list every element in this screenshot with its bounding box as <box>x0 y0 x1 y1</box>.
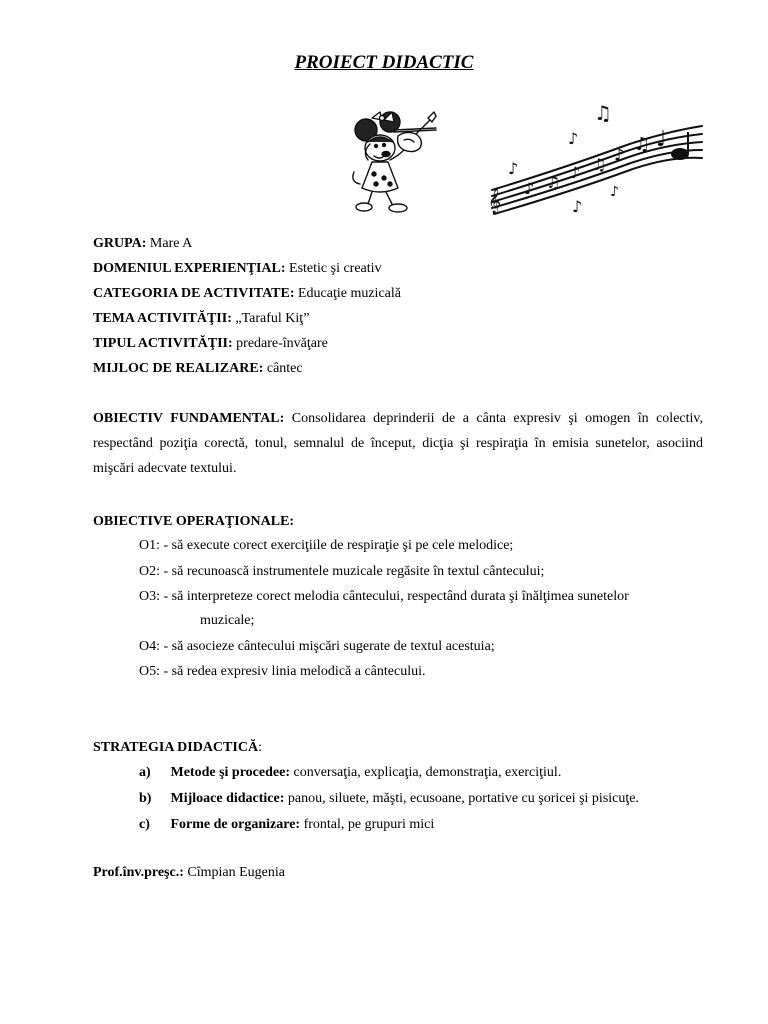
svg-text:♩: ♩ <box>656 127 667 152</box>
strategy-item-letter: c) <box>139 817 150 832</box>
objective-item: O1: - să execute corect exerciţiile de respiraţie şi pe cele melodice; <box>139 538 514 553</box>
svg-text:♪: ♪ <box>572 197 583 216</box>
field-tipul <box>93 336 328 352</box>
field-tema <box>93 311 309 327</box>
field-label: TEMA ACTIVITĂŢII: <box>93 311 232 326</box>
svg-text:♪: ♪ <box>524 179 535 198</box>
teacher-label: Prof.înv.preşc.: <box>93 865 184 880</box>
strategy-item-letter: a) <box>139 765 151 780</box>
teacher-line <box>93 865 285 881</box>
strategy-item <box>139 765 561 781</box>
objective-item: O4: - să asocieze cântecului mişcări sugerate de textul acestuia; <box>139 639 495 654</box>
objective-fundamental-label: OBIECTIV FUNDAMENTAL: <box>93 411 285 426</box>
field-grupa <box>93 236 192 252</box>
svg-text:♫: ♫ <box>634 134 651 155</box>
strategy-item-label: Forme de organizare: <box>170 817 301 832</box>
objective-item: O2: - să recunoască instrumentele muzicale regăsite în textul cântecului; <box>139 564 545 579</box>
minnie-violin-illustration <box>346 108 442 216</box>
field-label: GRUPA: <box>93 236 147 251</box>
strategy-item-label: Mijloace didactice: <box>170 791 285 806</box>
svg-text:♪: ♪ <box>614 145 625 164</box>
svg-text:𝄞: 𝄞 <box>488 189 502 214</box>
field-value: predare-învăţare <box>236 336 328 351</box>
field-label: DOMENIUL EXPERIENŢIAL: <box>93 261 286 276</box>
teacher-name: Cîmpian Eugenia <box>187 865 285 880</box>
strategy-heading: STRATEGIA DIDACTICĂ: <box>93 740 262 755</box>
svg-text:♪: ♪ <box>610 184 619 200</box>
objective-item-continuation: muzicale; <box>200 613 255 628</box>
page-title: PROIECT DIDACTIC <box>294 52 474 73</box>
strategy-item <box>139 791 639 807</box>
field-categoria <box>93 286 401 302</box>
svg-text:♫: ♫ <box>546 173 561 192</box>
svg-text:♫: ♫ <box>592 155 607 174</box>
svg-text:♫: ♫ <box>594 101 612 125</box>
strategy-item <box>139 817 434 833</box>
strategy-item-value: conversaţia, explicaţia, demonstraţia, exerciţiul. <box>293 765 562 780</box>
svg-text:♪: ♪ <box>508 159 519 178</box>
field-domeniul <box>93 261 382 277</box>
objective-item: O3: - să interpreteze corect melodia cântecului, respectând durata şi înălţimea sunetelor <box>139 589 629 604</box>
strategy-item-label: Metode şi procedee: <box>170 765 290 780</box>
strategy-item-value: frontal, pe grupuri mici <box>303 817 435 832</box>
field-value: cântec <box>266 361 303 376</box>
strategy-item-value: panou, siluete, măşti, ecusoane, portative cu şoricei şi pisicuţe. <box>287 791 639 806</box>
svg-text:♪: ♪ <box>568 129 579 148</box>
field-value: „Taraful Kiţ” <box>235 311 310 326</box>
objective-fundamental <box>93 406 703 481</box>
field-value: Educaţie muzicală <box>297 286 401 301</box>
svg-text:♪: ♪ <box>570 163 581 182</box>
strategy-item-letter: b) <box>139 791 152 806</box>
field-label: CATEGORIA DE ACTIVITATE: <box>93 286 295 301</box>
music-staff-notes-illustration <box>484 98 706 218</box>
objective-fundamental-text: Consolidarea deprinderii de a cânta expresiv şi omogen în colectiv, respectând poziţia corectă, tonul, semnalul de început, dicţia şi respiraţia în emisia sunetelor, asociind mişcări adecvate textului. <box>93 411 703 476</box>
objectives-operational-heading: OBIECTIVE OPERAŢIONALE: <box>93 514 295 529</box>
field-label: MIJLOC DE REALIZARE: <box>93 361 264 376</box>
field-mijloc <box>93 361 303 377</box>
objective-item: O5: - să redea expresiv linia melodică a cântecului. <box>139 664 426 679</box>
field-label: TIPUL ACTIVITĂŢII: <box>93 336 233 351</box>
field-value: Mare A <box>149 236 193 251</box>
field-value: Estetic şi creativ <box>289 261 382 276</box>
